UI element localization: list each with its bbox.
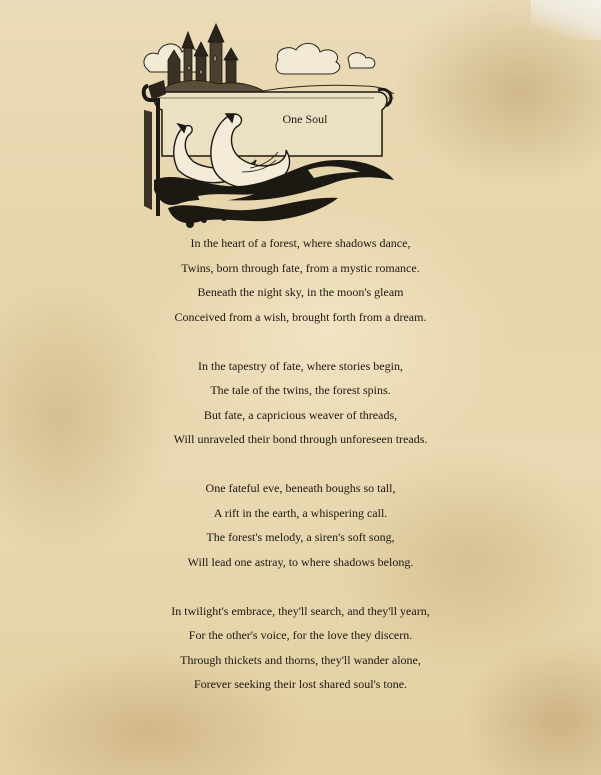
poem-line: The forest's melody, a siren's soft song, xyxy=(206,530,395,544)
stanza-3 xyxy=(0,479,601,577)
poem-line: Will unraveled their bond through unforeseen treads. xyxy=(173,432,428,446)
poem-title: One Soul xyxy=(282,112,328,126)
poem-line: In twilight's embrace, they'll search, and they'll yearn, xyxy=(171,603,430,618)
stanza-1 xyxy=(0,234,601,332)
poem-line: Through thickets and thorns, they'll wander alone, xyxy=(180,652,421,667)
poem-line: In the heart of a forest, where shadows dance, xyxy=(190,236,411,250)
poem-line: Beneath the night sky, in the moon's gleam xyxy=(197,285,404,299)
poem-line: One fateful eve, beneath boughs so tall, xyxy=(205,481,396,495)
stanza-2 xyxy=(0,357,601,455)
poem-line: The tale of the twins, the forest spins. xyxy=(210,383,391,397)
stanza-4 xyxy=(0,602,601,700)
poem-line: Forever seeking their lost shared soul's tone. xyxy=(193,677,408,691)
poem-body xyxy=(0,234,601,724)
poem-line: Will lead one astray, to where shadows belong. xyxy=(187,554,414,569)
poem-line: Conceived from a wish, brought forth from a dream. xyxy=(174,309,427,324)
poem-line: But fate, a capricious weaver of threads, xyxy=(203,407,398,422)
poem-line: A rift in the earth, a whispering call. xyxy=(213,505,388,520)
poem-line: In the tapestry of fate, where stories begin, xyxy=(198,358,403,373)
page-curl xyxy=(531,0,601,40)
poem-line: Twins, born through fate, from a mystic romance. xyxy=(181,260,420,275)
poem-line: For the other's voice, for the love they discern. xyxy=(188,628,413,642)
castle-icon xyxy=(162,24,268,100)
